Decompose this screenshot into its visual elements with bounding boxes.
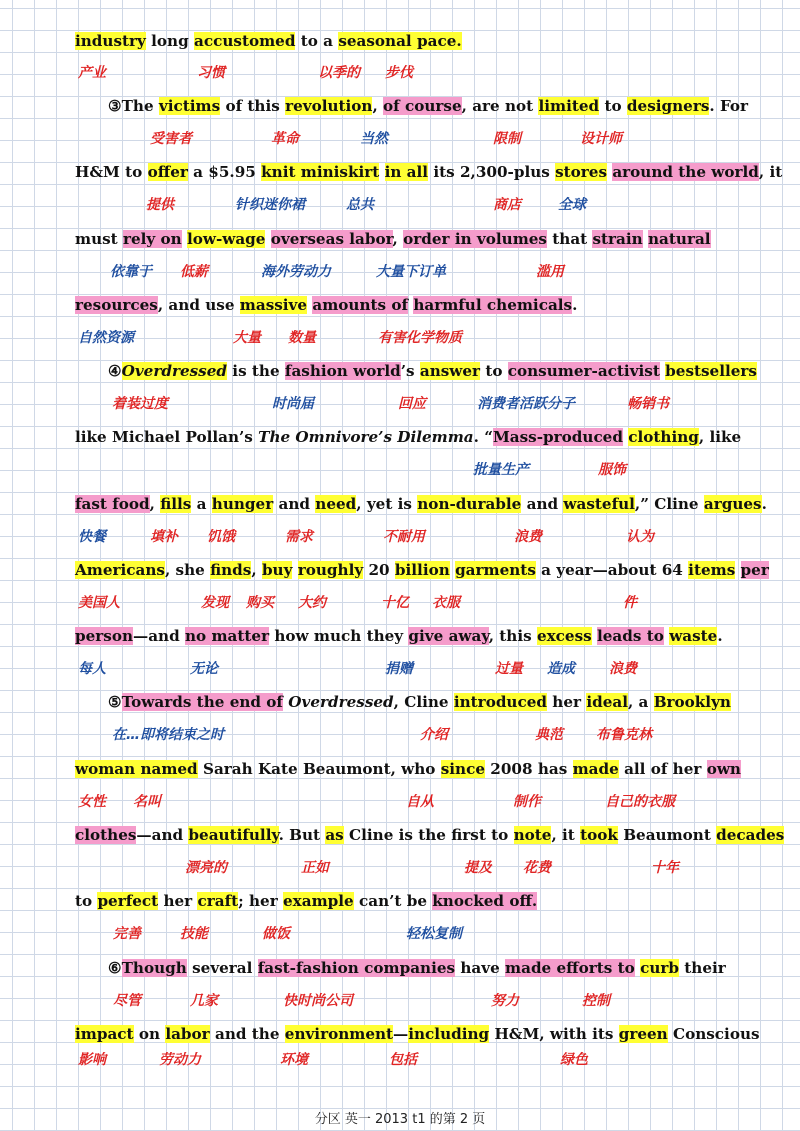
chinese-annotation: 步伐 [385,65,413,81]
text-segment: is the [227,362,285,380]
english-text-line [75,30,708,52]
chinese-annotation: 不耐用 [383,529,425,545]
chinese-annotation: 包括 [389,1052,417,1068]
highlighted-term: waste [669,627,718,645]
chinese-annotation: 全球 [558,197,586,213]
text-segment: must [75,230,123,248]
english-text-line [75,493,767,515]
highlighted-term: clothes [75,826,137,844]
chinese-annotation: 当然 [360,131,388,147]
text-segment: to [75,892,98,910]
chinese-annotation: 环境 [280,1052,308,1068]
text-segment: . But [278,826,326,844]
chinese-annotation: 轻松复制 [406,926,462,942]
highlighted-term: massive [239,296,308,314]
text-segment: to [480,362,508,380]
highlighted-term: leads to [597,627,664,645]
chinese-annotation: 尽管 [113,993,141,1009]
text-segment: , it [758,163,783,181]
english-text-line [75,890,708,912]
text-segment: , [149,495,161,513]
annotation-line [0,990,800,1012]
text-segment: their [679,959,726,977]
annotation-line [0,128,800,150]
english-text-line [108,957,726,979]
annotation-line [0,791,800,813]
chinese-annotation: 滥用 [536,264,564,280]
highlighted-term: consumer-activist [507,362,660,380]
chinese-annotation: 提及 [464,860,492,876]
text-segment: Beaumont [617,826,717,844]
highlighted-term: Towards the end of [121,693,283,711]
highlighted-term: designers [626,97,710,115]
text-segment: Conscious [667,1025,760,1043]
text-segment: her [547,693,587,711]
chinese-annotation: 总共 [346,197,374,213]
highlighted-term: clothing [628,428,699,446]
english-text-line [75,161,783,183]
text-segment: Sarah Kate Beaumont, who [197,760,441,778]
highlighted-term: note [513,826,552,844]
highlighted-term: revolution [285,97,373,115]
text-segment: can’t be [353,892,433,910]
highlighted-term: decades [716,826,785,844]
chinese-annotation: 填补 [150,529,178,545]
chinese-annotation: 典范 [535,727,563,743]
highlighted-term: Overdressed [121,362,228,380]
chinese-annotation: 女性 [78,794,106,810]
highlighted-term: took [580,826,618,844]
english-text-line [108,691,731,713]
highlighted-term: impact [75,1025,134,1043]
text-segment: . “ [473,428,493,446]
text-segment: how much they [269,627,409,645]
highlighted-term: as [325,826,344,844]
chinese-annotation: 美国人 [78,595,120,611]
chinese-annotation: 认为 [626,529,654,545]
text-segment: on [133,1025,166,1043]
english-text-line [75,559,769,581]
chinese-annotation: 快时尚公司 [283,993,353,1009]
chinese-annotation: 着装过度 [112,396,168,412]
highlighted-term: labor [165,1025,210,1043]
highlighted-term: victims [158,97,221,115]
text-segment [735,561,740,579]
text-segment [265,230,270,248]
chinese-annotation: 自然资源 [78,330,134,346]
english-text-line [75,294,708,316]
text-segment: , are not [461,97,539,115]
english-text-line [75,824,785,846]
text-segment: a [191,495,212,513]
chinese-annotation: 制作 [513,794,541,810]
highlighted-term: in all [384,163,429,181]
text-segment: , [392,230,404,248]
highlighted-term: including [408,1025,490,1043]
highlighted-term: made efforts to [505,959,635,977]
highlighted-term: seasonal pace. [338,32,462,50]
highlighted-term: around the world [612,163,759,181]
chinese-annotation: 劳动力 [159,1052,201,1068]
highlighted-term: roughly [297,561,364,579]
annotation-line [0,393,800,415]
highlighted-term: resources [75,296,158,314]
highlighted-term: stores [555,163,608,181]
chinese-annotation: 名叫 [133,794,161,810]
highlighted-term: harmful chemicals [413,296,573,314]
highlighted-term: Mass-produced [492,428,623,446]
text-segment: The Omnivore’s Dilemma [258,428,474,446]
highlighted-term: craft [197,892,239,910]
chinese-annotation: 几家 [190,993,218,1009]
annotation-line [0,62,800,84]
annotation-line [0,1049,800,1071]
highlighted-term: items [688,561,736,579]
highlighted-term: example [283,892,354,910]
text-segment [379,163,384,181]
text-segment: that [546,230,593,248]
highlighted-term: industry [75,32,146,50]
chinese-annotation: 大量下订单 [376,264,446,280]
annotation-line [0,261,800,283]
highlighted-term: curb [640,959,679,977]
highlighted-term: rely on [122,230,182,248]
text-segment: . [717,627,723,645]
chinese-annotation: 每人 [78,661,106,677]
chinese-annotation: 控制 [582,993,610,1009]
highlighted-term: beautifully [188,826,279,844]
chinese-annotation: 产业 [78,65,106,81]
highlighted-term: natural [648,230,711,248]
chinese-annotation: 大量 [233,330,261,346]
annotation-line [0,857,800,879]
chinese-annotation: 影响 [78,1052,106,1068]
text-segment: its 2,300-plus [428,163,556,181]
highlighted-term: billion [394,561,450,579]
chinese-annotation: 回应 [398,396,426,412]
annotation-line [0,923,800,945]
text-segment: , like [698,428,742,446]
chinese-annotation: 限制 [493,131,521,147]
english-text-line [75,758,741,780]
annotation-line [0,327,800,349]
text-segment: of this [220,97,286,115]
chinese-annotation: 浪费 [514,529,542,545]
chinese-annotation: 自从 [406,794,434,810]
highlighted-term: since [440,760,485,778]
text-segment: Cline is the first to [343,826,514,844]
text-segment: ’s [400,362,420,380]
highlighted-term: accustomed [194,32,296,50]
text-segment: ⑥ [108,959,122,977]
highlighted-term: garments [455,561,536,579]
chinese-annotation: 需求 [285,529,313,545]
text-segment: , Cline [393,693,454,711]
text-segment: her [158,892,198,910]
text-segment: . For [709,97,749,115]
highlighted-term: wasteful [563,495,635,513]
highlighted-term: ideal [586,693,628,711]
highlighted-term: green [618,1025,668,1043]
highlighted-term: Brooklyn [653,693,731,711]
text-segment: all of her [618,760,707,778]
chinese-annotation: 购买 [246,595,274,611]
highlighted-term: environment [284,1025,394,1043]
chinese-annotation: 件 [623,595,637,611]
english-text-line [108,360,757,382]
text-segment [292,561,297,579]
chinese-annotation: 技能 [180,926,208,942]
chinese-annotation: 消费者活跃分子 [477,396,575,412]
chinese-annotation: 有害化学物质 [378,330,462,346]
highlighted-term: low-wage [186,230,266,248]
highlighted-term: non-durable [417,495,522,513]
highlighted-term: fills [160,495,192,513]
chinese-annotation: 绿色 [560,1052,588,1068]
chinese-annotation: 提供 [146,197,174,213]
text-segment: 20 [363,561,395,579]
chinese-annotation: 批量生产 [473,462,529,478]
chinese-annotation: 海外劳动力 [261,264,331,280]
chinese-annotation: 介绍 [420,727,448,743]
chinese-annotation: 无论 [190,661,218,677]
highlighted-term: amounts of [312,296,409,314]
text-segment: , yet is [356,495,418,513]
annotation-line [0,194,800,216]
highlighted-term: introduced [453,693,548,711]
chinese-annotation: 发现 [201,595,229,611]
chinese-annotation: 饥饿 [207,529,235,545]
chinese-annotation: 设计师 [580,131,622,147]
highlighted-term: order in volumes [403,230,547,248]
highlighted-term: own [706,760,741,778]
chinese-annotation: 布鲁克林 [596,727,652,743]
text-segment: several [186,959,258,977]
highlighted-term: hunger [211,495,274,513]
highlighted-term: woman named [75,760,198,778]
highlighted-term: knocked off. [432,892,538,910]
highlighted-term: knit miniskirt [261,163,380,181]
chinese-annotation: 十亿 [381,595,409,611]
chinese-annotation: 服饰 [598,462,626,478]
chinese-annotation: 捐赠 [385,661,413,677]
text-segment: ③The [108,97,159,115]
highlighted-term: Though [121,959,187,977]
highlighted-term: made [572,760,619,778]
highlighted-term: bestsellers [665,362,757,380]
text-segment: , [372,97,384,115]
text-segment: ; her [238,892,284,910]
highlighted-term: fast-fashion companies [257,959,456,977]
highlighted-term: answer [419,362,481,380]
highlighted-term: person [75,627,134,645]
highlighted-term: finds [210,561,252,579]
annotation-line [0,658,800,680]
annotation-line [0,526,800,548]
text-segment: and [273,495,316,513]
chinese-annotation: 受害者 [150,131,192,147]
chinese-annotation: 数量 [288,330,316,346]
text-segment: —and [133,627,185,645]
highlighted-term: perfect [97,892,159,910]
text-segment: ④ [108,362,122,380]
chinese-annotation: 衣服 [432,595,460,611]
chinese-annotation: 以季的 [318,65,360,81]
chinese-annotation: 习惯 [197,65,225,81]
text-segment: a year—about 64 [535,561,689,579]
annotation-line [0,459,800,481]
english-text-line [108,95,749,117]
text-segment: , and use [157,296,240,314]
text-segment: ⑤ [108,693,122,711]
text-segment: H&M to [75,163,148,181]
page-footer: 分区 英一 2013 t1 的第 2 页 [314,1112,486,1127]
annotation-line [0,592,800,614]
text-segment: ,” Cline [634,495,704,513]
chinese-annotation: 完善 [113,926,141,942]
chinese-annotation: 过量 [495,661,523,677]
highlighted-term: fashion world [284,362,401,380]
highlighted-term: limited [538,97,600,115]
text-segment: and the [209,1025,285,1043]
english-text-line [75,625,723,647]
chinese-annotation: 大约 [298,595,326,611]
chinese-annotation: 在…即将结束之时 [112,727,224,743]
highlighted-term: offer [147,163,188,181]
highlighted-term: excess [536,627,592,645]
chinese-annotation: 依靠于 [110,264,152,280]
chinese-annotation: 针织迷你裙 [235,197,305,213]
annotation-line [0,724,800,746]
highlighted-term: need [315,495,357,513]
chinese-annotation: 花费 [523,860,551,876]
english-text-line [75,1023,760,1045]
chinese-annotation: 做饭 [262,926,290,942]
chinese-annotation: 努力 [491,993,519,1009]
highlighted-term: buy [261,561,293,579]
chinese-annotation: 快餐 [78,529,106,545]
chinese-annotation: 造成 [547,661,575,677]
chinese-annotation: 浪费 [609,661,637,677]
text-segment: long [145,32,195,50]
english-text-line [75,228,711,250]
text-segment: and [521,495,564,513]
chinese-annotation: 自己的衣服 [605,794,675,810]
text-segment: . [761,495,767,513]
chinese-annotation: 漂亮的 [185,860,227,876]
text-segment: —and [136,826,189,844]
chinese-annotation: 时尚届 [272,396,314,412]
chinese-annotation: 革命 [271,131,299,147]
highlighted-term: strain [592,230,643,248]
chinese-annotation: 十年 [651,860,679,876]
chinese-annotation: 正如 [301,860,329,876]
text-segment: , a [627,693,654,711]
text-segment: . [572,296,578,314]
highlighted-term: give away [408,627,489,645]
highlighted-term: no matter [185,627,270,645]
text-segment: — [393,1025,409,1043]
chinese-annotation: 低薪 [180,264,208,280]
highlighted-term: argues [703,495,762,513]
text-segment: Overdressed [288,693,394,711]
text-segment: to [599,97,627,115]
highlighted-term: fast food [75,495,150,513]
text-segment: 2008 has [485,760,573,778]
text-segment: , [251,561,262,579]
highlighted-term: overseas labor [270,230,393,248]
english-text-line [75,426,742,448]
text-segment: like Michael Pollan’s [75,428,259,446]
highlighted-term: Americans [75,561,165,579]
text-segment: , this [488,627,537,645]
text-segment: to a [295,32,339,50]
text-segment: have [455,959,506,977]
highlighted-term: of course [383,97,462,115]
chinese-annotation: 商店 [493,197,521,213]
text-segment: , it [551,826,581,844]
text-segment: H&M, with its [489,1025,619,1043]
highlighted-term: per [740,561,769,579]
text-segment: a $5.95 [187,163,262,181]
text-segment: , she [164,561,211,579]
chinese-annotation: 畅销书 [627,396,669,412]
